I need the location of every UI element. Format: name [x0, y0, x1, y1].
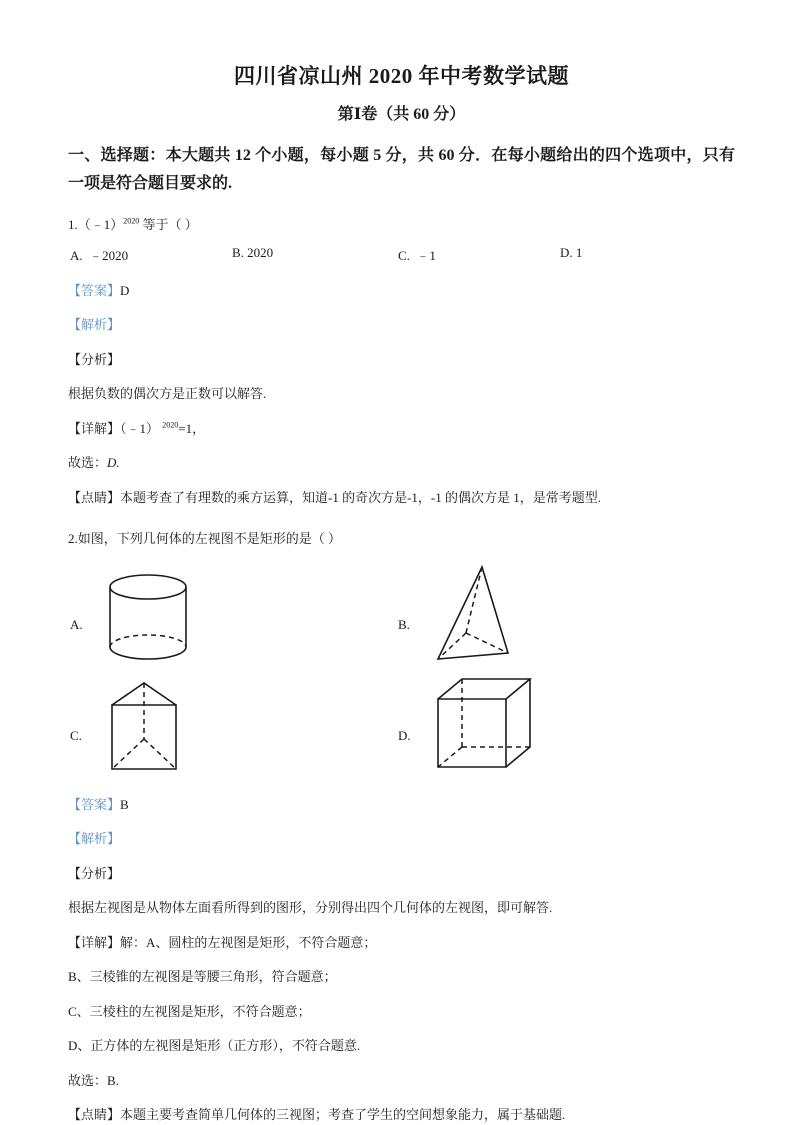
insight-tag: 【点睛】: [68, 1107, 121, 1123]
question-1-analysis-tag-line: [68, 350, 735, 370]
figure-label-c: C.: [70, 727, 82, 743]
insight-text: 本题考查了有理数的乘方运算，知道-1 的奇次方是-1，-1 的偶次方是 1，是常考题型.: [120, 489, 602, 505]
option-b-label: B.: [232, 244, 244, 260]
figure-label-b: B.: [398, 616, 410, 632]
question-2-figure-row-2: [68, 673, 735, 781]
option-a-label: A.: [70, 247, 83, 263]
answer-tag: 【答案】: [68, 796, 121, 812]
question-2-analysis-text: 根据左视图是从物体左面看所得到的图形，分别得出四个几何体的左视图，即可解答.: [68, 900, 553, 916]
document-body: [68, 0, 735, 1125]
question-1-choose-line: [68, 453, 735, 473]
question-2-stem: 2.如图，下列几何体的左视图不是矩形的是（ ）: [68, 531, 342, 547]
choose-value: B.: [107, 1072, 119, 1088]
question-2-analysis-tag-line: [68, 864, 735, 884]
question-1-option-c[interactable]: [398, 245, 436, 264]
question-1-option-b[interactable]: [232, 245, 273, 261]
question-2-choose-line: [68, 1071, 735, 1091]
option-c-text: ﹣1: [416, 247, 436, 263]
question-2-detail-line-d: D、正方体的左视图是矩形（正方形），不符合题意.: [68, 1038, 361, 1054]
triangular-pyramid-figure: [430, 561, 540, 673]
analysis-tag: 【分析】: [68, 351, 121, 367]
page-subtitle: 第Ⅰ卷（共 60 分）: [337, 106, 466, 124]
question-1-analysis-text: 根据负数的偶次方是正数可以解答.: [68, 386, 267, 402]
question-2-detail-lead-line: [68, 933, 735, 953]
question-1-stem-prefix: 1.（﹣1）: [68, 217, 124, 233]
question-2-figures: [68, 561, 735, 781]
detail-tag: 【详解】: [68, 934, 121, 950]
question-2-detail-line-c: C、三棱柱的左视图是矩形，不符合题意；: [68, 1003, 311, 1019]
detail-tag: 【详解】: [68, 420, 121, 436]
question-1-stem: [68, 215, 735, 235]
page-title: 四川省凉山州 2020 年中考数学试题: [234, 64, 569, 88]
answer-tag: 【答案】: [68, 282, 121, 298]
question-1-answer-line: [68, 281, 735, 301]
detail-suffix: =1，: [178, 420, 206, 436]
answer-value: D: [120, 282, 130, 298]
answer-value: B: [120, 796, 129, 812]
choose-text: 故选：: [68, 1072, 108, 1088]
question-2-detail-line-b: B、三棱锥的左视图是等腰三角形，符合题意；: [68, 969, 337, 985]
option-d-text: 1: [575, 244, 583, 260]
question-2-figure-row-1: [68, 561, 735, 673]
option-b-text: 2020: [247, 244, 274, 260]
question-1-option-d[interactable]: [560, 245, 582, 261]
explain-tag: 【解析】: [68, 317, 121, 333]
choose-value: D.: [107, 455, 120, 471]
question-1-detail-line: [68, 419, 735, 439]
question-1-option-a[interactable]: [70, 245, 128, 264]
question-1-insight-line: [68, 488, 735, 508]
option-a-text: ﹣2020: [89, 247, 129, 263]
option-d-label: D.: [560, 244, 573, 260]
triangular-prism-figure: [100, 677, 200, 777]
detail-prefix: （﹣1）: [120, 420, 160, 436]
question-1-options: [68, 245, 735, 266]
cylinder-figure: [100, 563, 200, 671]
question-1-explain-line: [68, 315, 735, 335]
question-2-answer-line: [68, 795, 735, 815]
detail-lead: 解：A、圆柱的左视图是矩形，不符合题意；: [120, 934, 377, 950]
section-heading: 一、选择题：本大题共 12 个小题，每小题 5 分，共 60 分．在每小题给出的四个选项中，只有一项是符合题目要求的.: [68, 147, 735, 193]
question-2-explain-line: [68, 829, 735, 849]
insight-text: 本题主要考查简单几何体的三视图；考查了学生的空间想象能力，属于基础题.: [120, 1107, 566, 1123]
insight-tag: 【点睛】: [68, 489, 121, 505]
question-1-stem-suffix: 等于（ ）: [142, 217, 198, 233]
explain-tag: 【解析】: [68, 831, 121, 847]
question-1-stem-exponent: 2020: [123, 216, 140, 226]
figure-label-a: A.: [70, 616, 83, 632]
analysis-tag: 【分析】: [68, 865, 121, 881]
cube-figure: [430, 673, 540, 777]
option-c-label: C.: [398, 247, 410, 263]
figure-label-d: D.: [398, 727, 411, 743]
detail-exponent: 2020: [162, 420, 179, 430]
choose-text: 故选：: [68, 455, 108, 471]
